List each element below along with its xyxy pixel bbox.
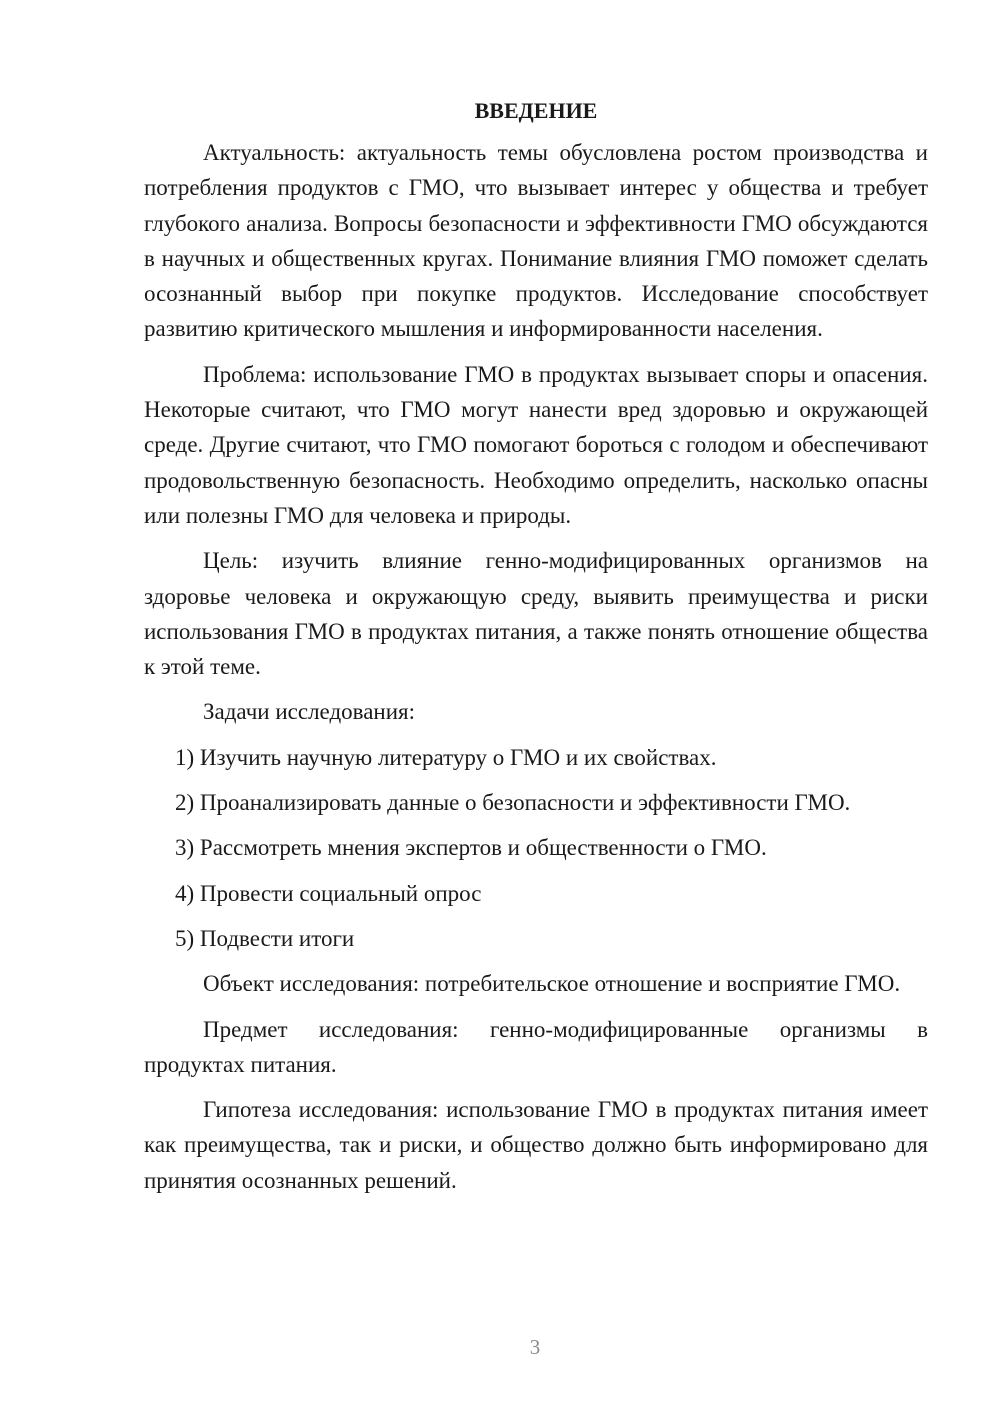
paragraph-object: Объект исследования: потребительское отношение и восприятие ГМО. [203, 971, 901, 997]
paragraph-hypothesis: Гипотеза исследования: использование ГМО в продуктах питания имеет как преимущества, так и риски, и общество должно быть информировано для принятия осознанных решений. [144, 1097, 928, 1193]
tasks-list [144, 740, 928, 956]
paragraph-problem: Проблема: использование ГМО в продуктах вызывает споры и опасения. Некоторые считают, что ГМО могут нанести вред здоровью и окружающей среде. Другие считают, что ГМО помогают бороться с голодом и обеспечивают продовольственную безопасность. Необходимо определить, насколько опасны или полезны ГМО для человека и природы. [144, 361, 928, 528]
page-content [144, 94, 928, 1208]
paragraph-goal: Цель: изучить влияние генно-модифицированных организмов на здоровье человека и окружающую среду, выявить преимущества и риски использования ГМО в продуктах питания, а также понять отношение общества к этой теме. [144, 548, 928, 680]
task-item-4: 4) Провести социальный опрос [175, 880, 482, 906]
task-item-2: 2) Проанализировать данные о безопасности и эффективности ГМО. [175, 790, 851, 816]
task-item-5: 5) Подвести итоги [175, 925, 355, 951]
task-item-3: 3) Рассмотреть мнения экспертов и общественности о ГМО. [175, 835, 767, 861]
paragraph-subject: Предмет исследования: генно-модифицированные организмы в продуктах питания. [144, 1016, 928, 1077]
page-number: 3 [529, 1335, 541, 1359]
tasks-title: Задачи исследования: [203, 699, 416, 725]
task-item-1: 1) Изучить научную литературу о ГМО и их свойствах. [175, 744, 717, 770]
section-heading: ВВЕДЕНИЕ [474, 98, 598, 123]
paragraph-relevance: Актуальность: актуальность темы обусловлена ростом производства и потребления продуктов с ГМО, что вызывает интерес у общества и требует глубокого анализа. Вопросы безопасности и эффективности ГМО обсуждаются в научных и общественных кругах. Понимание влияния ГМО поможет сделать осознанный выбор при покупке продуктов. Исследование способствует развитию критического мышления и информированности населения. [144, 140, 928, 342]
